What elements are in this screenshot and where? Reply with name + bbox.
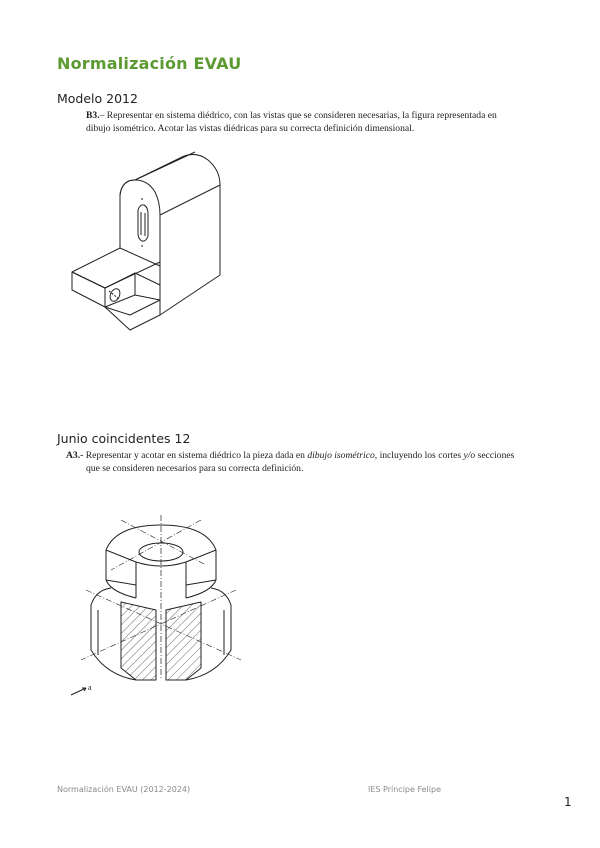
view-arrow-shaft: [71, 688, 86, 695]
document-title: Normalización EVAU: [57, 54, 242, 73]
footer-left-text: Normalización EVAU (2012-2024): [57, 785, 191, 794]
upright-side-edge: [160, 185, 220, 215]
exercise-label: A3.-: [66, 450, 84, 461]
base-top-back: [72, 225, 160, 272]
base-front-face: [72, 272, 105, 307]
exercise-text-part: Representar y acotar en sistema diédrico la pieza dada en: [83, 450, 308, 461]
small-hole: [108, 287, 122, 303]
exercise-label: B3.: [86, 110, 100, 121]
exercise-text-part: secciones: [475, 450, 515, 461]
stepped-cut-floor: [105, 295, 135, 307]
page-number: 1: [564, 795, 572, 809]
exercise-text-italic: dibujo isométrico,: [307, 450, 378, 461]
exercise-text-italic: y/o: [463, 450, 476, 461]
base-side-bottom-edge: [160, 275, 220, 315]
exercise-a3-line-1: [66, 450, 514, 463]
section-face-left: [121, 602, 156, 680]
view-arrow-label: a: [88, 683, 92, 692]
exercise-b3-statement: [86, 110, 497, 135]
isometric-sectioned-drawing-a3: [66, 510, 266, 700]
exercise-text-part: incluyendo los cortes: [377, 450, 464, 461]
upright-top-outline: [120, 154, 220, 275]
top-axes: [111, 520, 206, 570]
upright-top-back-edge: [135, 152, 195, 180]
exercise-text: – Representar en sistema diédrico, con las vistas que se consideren necesarias, la figura representada en: [99, 110, 497, 121]
stepped-cut-inner: [135, 273, 160, 300]
slot-inner-lines: [141, 212, 145, 236]
section-heading-modelo-2012: Modelo 2012: [57, 91, 138, 106]
exercise-b3-line-2: dibujo isométrico. Acotar las vistas diédricas para su correcta definición dimensional.: [86, 122, 415, 134]
exercise-a3-statement: [66, 450, 514, 475]
section-heading-junio-coincidentes-12: Junio coincidentes 12: [57, 431, 191, 446]
section-face-right: [166, 602, 201, 680]
footer-right-text: IES Príncipe Felipe: [368, 785, 441, 794]
isometric-drawing-b3: [60, 150, 240, 340]
exercise-a3-line-2: que se consideren necesarios para su correcta definición.: [86, 462, 304, 474]
vertical-slot: [138, 205, 148, 241]
exercise-b3-line-1: [86, 110, 497, 123]
